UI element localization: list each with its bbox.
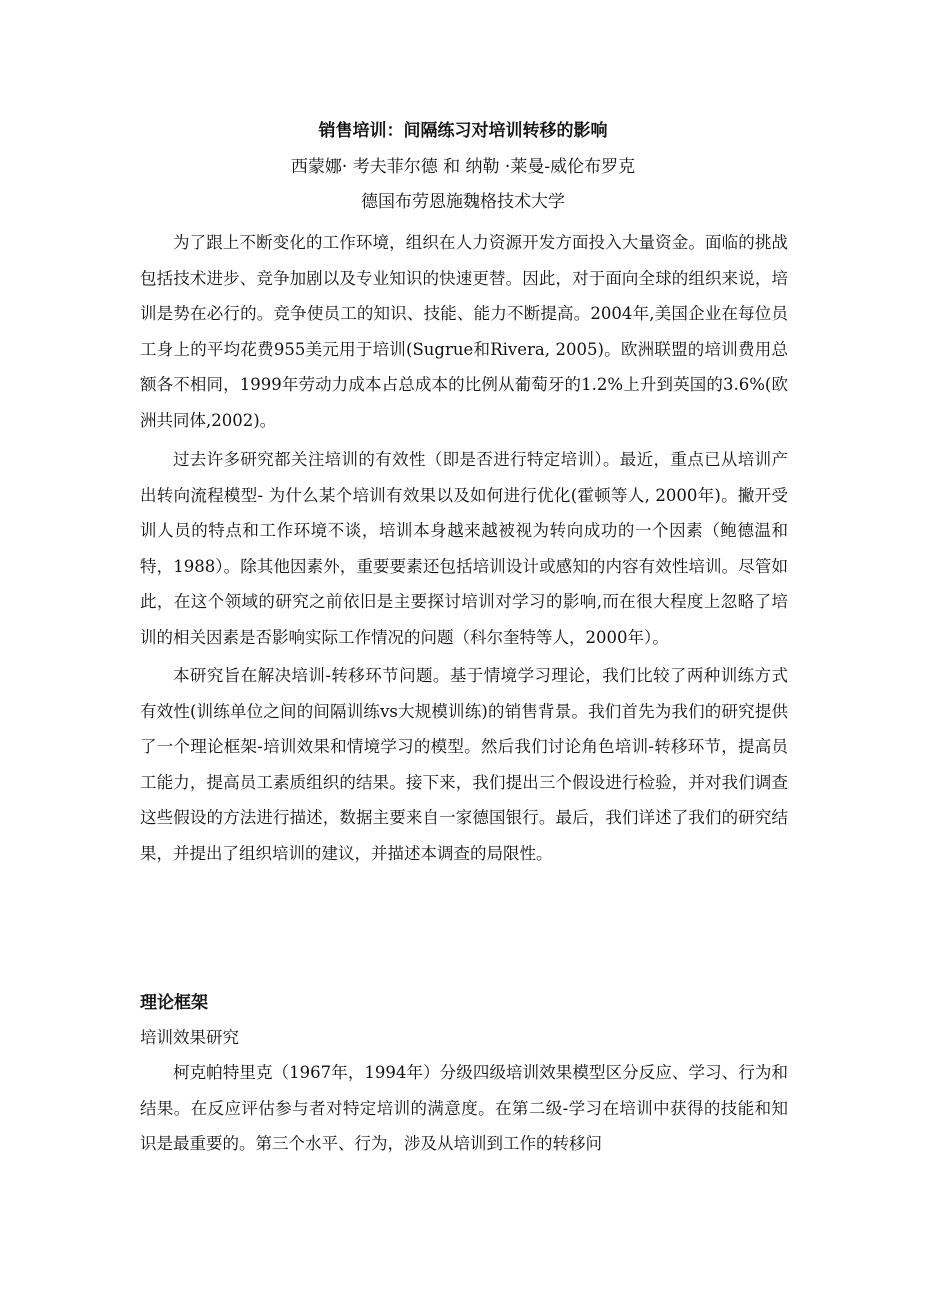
intro-paragraph-2: 过去许多研究都关注培训的有效性（即是否进行特定培训）。最近，重点已从培训产出转向流程模型- 为什么某个培训有效果以及如何进行优化(霍顿等人, 2000年)。撇开受训人员的特点和工作环境不谈，培训本身越来越被视为转向成功的一个因素（鲍德温和特，1988）。除其他因素外，重要要素还包括培训设计或感知的内容有效性培训。尽管如此，在这个领域的研究之前依旧是主要探讨培训对学习的影响,而在很大程度上忽略了培训的相关因素是否影响实际工作情况的问题（科尔奎特等人，2000年）。 [140,450,788,647]
affiliation-line: 德国布劳恩施魏格技术大学 [361,192,565,212]
intro-paragraph-3: 本研究旨在解决培训-转移环节问题。基于情境学习理论，我们比较了两种训练方式有效性(训练单位之间的间隔训练vs大规模训练)的销售背景。我们首先为我们的研究提供了一个理论框架-培训效果和情境学习的模型。然后我们讨论角色培训-转移环节，提高员工能力，提高员工素质组织的结果。接下来，我们提出三个假设进行检验，并对我们调查这些假设的方法进行描述，数据主要来自一家德国银行。最后，我们详述了我们的研究结果，并提出了组织培训的建议，并描述本调查的局限性。 [140,666,788,863]
section-paragraph: 柯克帕特里克（1967年，1994年）分级四级培训效果模型区分反应、学习、行为和结果。在反应评估参与者对特定培训的满意度。在第二级-学习在培训中获得的技能和知识是最重要的。第三个水平、行为，涉及从培训到工作的转移问 [140,1063,788,1154]
intro-paragraph-2-block [140,442,788,656]
intro-paragraph-1-block [140,225,788,439]
author-line: 西蒙娜· 考夫菲尔德 和 纳勒 ·莱曼-威伦布罗克 [290,157,636,177]
intro-paragraph-3-block [140,658,788,872]
section-paragraph-block [140,1055,788,1162]
section-heading: 理论框架 [140,993,208,1013]
subsection-heading: 培训效果研究 [140,1028,239,1047]
document-title: 销售培训：间隔练习对培训转移的影响 [318,121,608,141]
intro-paragraph-1: 为了跟上不断变化的工作环境，组织在人力资源开发方面投入大量资金。面临的挑战包括技术进步、竞争加剧以及专业知识的快速更替。因此，对于面向全球的组织来说，培训是势在必行的。竞争使员工的知识、技能、能力不断提高。2004年,美国企业在每位员工身上的平均花费955美元用于培训(Sugrue和Rivera, 2005)。欧洲联盟的培训费用总额各不相同，1999年劳动力成本占总成本的比例从葡萄牙的1.2%上升到英国的3.6%(欧洲共同体,2002)。 [140,233,788,430]
